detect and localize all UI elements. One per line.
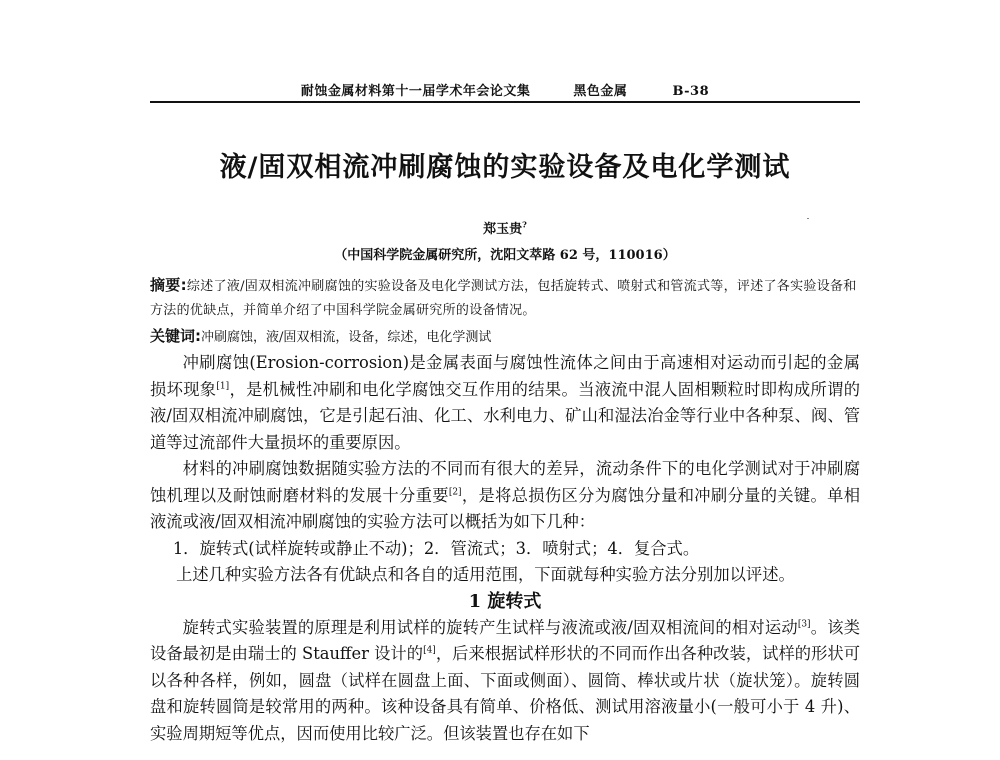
running-head-page-code: B-38	[672, 84, 710, 99]
abstract-text: 综述了液/固双相流冲刷腐蚀的实验设备及电化学测试方法，包括旋转式、喷射式和管流式等，评述了各实验设备和方法的优缺点，并简单介绍了中国科学院金属研究所的设备情况。	[150, 279, 857, 318]
keywords-text: 冲刷腐蚀，液/固双相流，设备，综述，电化学测试	[201, 330, 492, 345]
paragraph-methods-intro	[150, 456, 860, 536]
methods-list: 1．旋转式(试样旋转或静止不动)；2．管流式；3．喷射式；4．复合式。	[172, 538, 700, 558]
running-head-section: 黑色金属	[573, 84, 628, 99]
section-heading-rotating: 1 旋转式	[468, 590, 542, 612]
citation-ref: [2]	[448, 487, 462, 498]
paragraph-text: ，是机械性冲刷和电化学腐蚀交互作用的结果。当液流中混人固相颗粒时即构成所谓的液/固双相流冲刷腐蚀，它是引起石油、化工、水利电力、矿山和湿法冶金等行业中各种泵、阀、管道等过流部件大量损坏的重要原因。	[150, 379, 860, 452]
paragraph-intro	[150, 350, 860, 456]
keywords-colon: :	[195, 327, 202, 345]
header-rule	[150, 101, 860, 103]
paragraph-text: 。该类设备最初是由瑞士的 Stauffer 设计的	[150, 617, 860, 663]
methods-summary: 上述几种实验方法各有优缺点和各自的适用范围，下面就每种实验方法分别加以评述。	[176, 565, 795, 584]
author	[150, 218, 860, 237]
author-name: 郑玉贵	[483, 222, 523, 237]
paragraph-text: ，是将总损伤区分为腐蚀分量和冲刷分量的关键。单相液流或液/固双相流冲刷腐蚀的实验方法可以概括为如下几种：	[150, 485, 860, 531]
author-mark: ?	[522, 219, 527, 230]
paragraph-rotating	[150, 615, 860, 748]
body-text	[150, 350, 860, 747]
paper-title: 液/固双相流冲刷腐蚀的实验设备及电化学测试	[219, 152, 791, 183]
abstract	[150, 273, 860, 323]
citation-ref: [3]	[797, 619, 811, 630]
scan-artifact	[807, 218, 809, 219]
paragraph-text: 旋转式实验装置的原理是利用试样的旋转产生试样与液流或液/固双相流间的相对运动	[182, 617, 798, 637]
running-head-conference: 耐蚀金属材料第十一届学术年会论文集	[300, 84, 531, 99]
citation-ref: [1]	[216, 381, 230, 392]
keywords-label: 关键词	[150, 327, 196, 345]
affiliation: （中国科学院金属研究所，沈阳文萃路 62 号，110016）	[334, 248, 676, 263]
citation-ref: [4]	[423, 645, 436, 656]
paragraph-text: 材料的冲刷腐蚀数据随实验方法的不同而有很大的差异，流动条件下的电化学测试对于冲刷腐蚀机理以及耐蚀耐磨材料的发展十分重要	[150, 459, 860, 505]
paragraph-text: 冲刷腐蚀(Erosion-corrosion)是金属表面与腐蚀性流体之间由于高速相对运动而引起的金属损坏现象	[150, 353, 860, 399]
abstract-colon: :	[180, 276, 187, 294]
keywords	[150, 324, 860, 350]
running-head	[150, 80, 860, 99]
paragraph-text: ，后来根据试样形状的不同而作出各种改装，试样的形状可以各种各样，例如，圆盘（试样在圆盘上面、下面或侧面）、圆筒、棒状或片状（旋状笼）。旋转圆盘和旋转圆筒是较常用的两种。该种设备具有简单、价格低、测试用溶液量小(一般可小于 4 升)、实验周期短等优点，因而使用比较广泛。但该装置也存在如下	[150, 644, 860, 743]
abstract-label: 摘要	[150, 276, 181, 294]
